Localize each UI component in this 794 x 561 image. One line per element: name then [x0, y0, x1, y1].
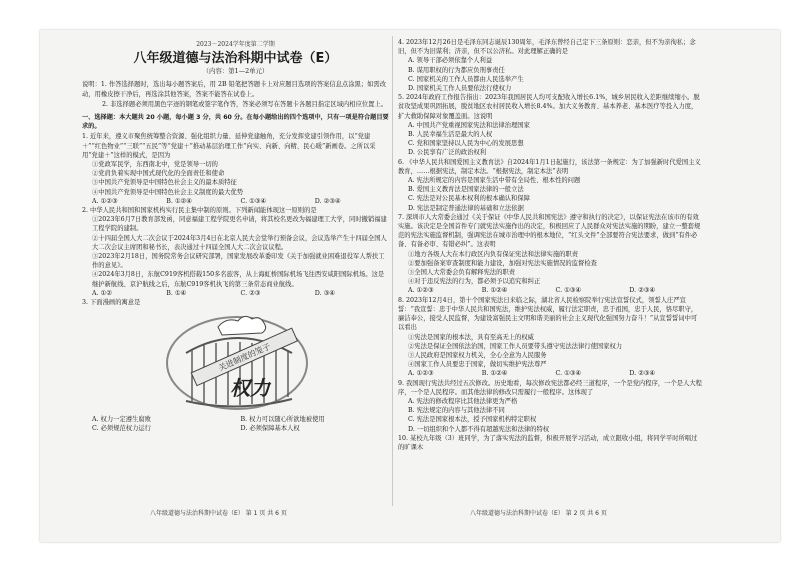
q6-option: A. 宪法所规定的内容是国家生活中带有全局性、根本性的问题: [408, 177, 581, 185]
q2-choice-b: B. ①④: [166, 289, 187, 297]
exam-title: 八年级道德与法治科期中试卷（E）: [133, 51, 338, 67]
q3-choice-c: C. 必须规范权力运行: [92, 425, 151, 433]
cartoon-power-word: 权力: [230, 376, 270, 401]
q2-choices: [92, 289, 389, 298]
question-6-stem: 6. 《中华人民共和国爱国主义教育法》自2024年1月1日起施行，该法第一条规定：为了加强新时代爱国主义教育，……根据宪法，制定本法。“根据宪法，制定本法”表明: [398, 158, 701, 175]
q3-choice-d: D. 必须保障基本人权: [240, 425, 300, 433]
q2-choice-a: A. ①②: [92, 289, 112, 297]
q1-choice-a: A. ①②③: [92, 197, 118, 205]
q8-choice-d: D. ②③④: [629, 370, 656, 378]
q8-option: ①宪法是国家的根本法，具有至高无上的权威: [408, 333, 534, 341]
page-divider: [392, 36, 393, 506]
q5-option: B. 人民幸福生活是最大的人权: [408, 131, 493, 139]
q1-choice-b: B. ①②④: [166, 197, 192, 205]
q7-choices: [408, 286, 703, 295]
q7-option: ②要加强备案审查制度和能力建设，加强对宪法实施情况的监督检查: [408, 259, 597, 267]
instruction-2: 2. 非选择题必须用黑色字迹的钢笔或签字笔作答，答案必须写在答题卡各题目指定区域内相应位置上。: [102, 100, 388, 108]
cartoon-banner-text: 关进制度的笼子: [217, 342, 272, 374]
question-5-stem: 5. 2024年政府工作报告指出：2023年我国居民人均可支配收入增长6.1%，城乡居民收入差距继续缩小。脱贫攻坚成果巩固拓展，脱贫地区农村居民收入增长8.4%。加大义务教育、基本养老、基本医疗等投入力度，扩大救助保障对象覆盖面。这说明: [398, 94, 700, 120]
question-2-stem: 2. 中华人民共和国和国家机构实行民主集中制的原则。下列新闻能体现这一原则的是: [82, 207, 317, 215]
left-page: [82, 38, 389, 503]
section-heading: 一、选择题：本大题共 20 小题，每小题 3 分，共 60 分。在每小题给出的四个选项中，只有一项是符合题目要求的。: [82, 114, 389, 131]
exam-scope: （内容：第1—2单元）: [202, 67, 269, 76]
question-7-stem: 7. 深圳市人大常委会通过《关于保证《中华人民共和国宪法》遵守和执行的决定》，以保证宪法在该市的有效实施。该决定是全国首件专门就宪法实施作出的决定，积极回应了人民群众对宪法实施的期盼，建立一整套规范的宪法实施监督机制，强调宪法在城市治理中的根本地位，“红头文件”全部要符合宪法要求，做到“有件必备、有备必审、有错必纠”。这表明: [398, 213, 701, 249]
q9-option: B. 宪法规定的内容与其他法律不同: [408, 407, 505, 415]
q2-option: ④2024年3月8日，东航C919客机搭载150多名旅客，从上海虹桥国际机场飞往西安咸阳国际机场。这是继护新航线、京沪航线之后，东航C919客机执飞的第三条常态商业航线。: [92, 271, 385, 288]
q7-choice-b: B. ①②④: [481, 287, 508, 295]
q8-option: ④国家工作人员要忠于国家，做切实维护宪法尊严: [408, 361, 547, 369]
q8-choice-b: B. ①②④: [481, 370, 508, 378]
question-4-stem: 4. 2023年12月26日是毛泽东同志诞辰130周年，毛泽东曾经自己定下三条原则：恋亲，但不为亲徇私；念旧，但不为旧谋利；济亲，但不以公济私。对此理解正确的是: [398, 39, 696, 56]
q7-choice-a: A. ①②③: [408, 287, 434, 295]
q1-option: ③中国共产党领导是中国特色社会主义的最本质特征: [92, 179, 237, 187]
q5-option: C. 党和国家坚持以人民为中心的发展思想: [408, 140, 524, 148]
q7-choice-d: D. ②③④: [629, 287, 656, 295]
q5-option: D. 公民享有广泛的政治权利: [408, 149, 487, 157]
q9-option: D. 一切组织和个人都不得有超越宪法和法律的特权: [408, 425, 550, 433]
q3-choice-b: B. 权力可以随心所欲地被使用: [240, 416, 325, 424]
left-page-footer: 八年级道德与法治科期中试卷（E） 第 1 页 共 6 页: [150, 510, 287, 517]
q8-choice-c: C. ①③④: [555, 370, 582, 378]
question-1-stem: 1. 近年来，遵义市聚焦统筹整合资源、强化组织力量、延伸党建触角，充分发挥党建引领作用，以“党建＋”“红色物业”“三联”“五民”等“党建＋”推动基层治理工作“向实、向新、向精、民心暖”新画卷。之所以采用“党建＋”这样的模式，是因为: [82, 133, 376, 159]
q7-option: ④对于违反宪法的行为，都必须予以追究和纠正: [408, 278, 541, 286]
term-label: 2023－2024学年度第二学期: [196, 41, 275, 48]
q3-choices-row2: [92, 424, 389, 433]
q1-option: ②党肩负着实现中国式现代化的全面责任和使命: [92, 170, 225, 178]
instruction-1: 说明：1. 作答选择题时，选出每小题答案后，用 2B 铅笔把答题卡上对应题目选项的答案信息点涂黑；如需改动，用橡皮擦干净后，再选涂其他答案，答案不能答在试卷上。: [82, 81, 387, 98]
q5-option: A. 中国共产党重视国家宪法和法律治理国家: [408, 121, 530, 129]
q1-option: ④中国共产党领导是中国特色社会主义制度的最大优势: [92, 188, 244, 196]
q8-choices: [408, 369, 703, 378]
q1-choice-d: D. ②③④: [314, 197, 341, 205]
q7-option: ③全国人大常委会负有解释宪法的职责: [408, 269, 516, 277]
q8-option: ②宪法是保证全国依法治国，国家工作人员要带头遵守宪法法律行使国家权力: [408, 342, 623, 350]
q1-option: ①党政军民学，东西南北中，党是领导一切的: [92, 161, 218, 169]
q2-choice-d: D. ③④: [314, 289, 335, 297]
right-page: [398, 38, 703, 503]
q6-option: C. 宪法是对公民基本权利的根本确认和保障: [408, 195, 530, 203]
q6-option: B. 爱国主义教育法是国家法律的一般立法: [408, 186, 524, 194]
q2-choice-c: C. ②③: [240, 289, 261, 297]
q8-choice-a: A. ①②③: [408, 370, 434, 378]
q7-choice-c: C. ①③④: [555, 287, 582, 295]
question-9-stem: 9. 我国现行宪法共经过五次修改。历史地看，每次修改宪法都必经三道程序，一个是党内程序，一个是人大程序，一个是人民程序。而其他法律的修改只需履行一般程序。这体现了: [398, 379, 702, 396]
q9-option: C. 宪法是国家根本法，授予国家机构特定职权: [408, 416, 537, 424]
q3-choice-a: A. 权力一定遵生腐败: [92, 416, 151, 424]
q7-option: ①地方各级人大在本行政区内负有保证宪法和法律实施的职责: [408, 250, 579, 258]
q1-choices: [92, 197, 389, 206]
question-3-stem: 3. 下面漫画的寓意是: [82, 299, 141, 307]
cage-cartoon-image: [122, 309, 352, 413]
q8-option: ③人民政府是国家权力机关，全心全意为人民服务: [408, 351, 547, 359]
q4-option: D. 国家机关工作人员要依法行使权力: [408, 85, 512, 93]
q2-option: ③2023年2月18日，国务院常务会议研究部署，国家发展改革委印发《关于加强就业困难退役军人帮扶工作的意见》。: [92, 253, 385, 270]
question-10-stem: 10. 某校九年级（3）班同学，为了落实宪法的监督，积极开展学习活动，成立跟收小组，将同学平时所唱过的旷课木: [398, 434, 698, 451]
question-8-stem: 8. 2023年12月4日，第十个国家宪法日来临之际，湖北省人民检察院举行宪法宣誓仪式，领誓人庄严宣誓：“我宣誓：忠于中华人民共和国宪法，维护宪法权威，履行法定职责，忠于祖国，忠于人民，恪尽职守，廉洁奉公，接受人民监督，为建设富强民主文明和谐美丽的社会主义现代化强国努力奋斗！”从宣誓誓词中可以看出: [398, 296, 698, 332]
q1-choice-c: C. ①③④: [240, 197, 267, 205]
q4-option: C. 国家机关的工作人员都由人民选举产生: [408, 75, 524, 83]
q4-option: A. 领导干部必须依靠个人利益: [408, 57, 493, 65]
q3-choices-row1: [92, 415, 389, 424]
q2-option: ②十四届全国人大二次会议于2024年3月4日在北京人民大会堂举行预备会议，会议选举产生十四届全国人大二次会议主席团和秘书长，表决通过十四届全国人大二次会议议程。: [92, 234, 387, 251]
right-page-footer: 八年级道德与法治科期中试卷（E） 第 2 页 共 6 页: [470, 510, 607, 517]
q4-option: B. 谋用职权的行为都应负刑事责任: [408, 66, 505, 74]
cartoon-illustration: [122, 309, 352, 413]
q6-option: D. 宪法是制定普通法律的基础和立法依据: [408, 204, 524, 212]
q2-option: ①2023年6月7日教育部发函，同意福建工程学院更名申请，将其校名更改为福建理工大学，同时撤销福建工程学院的建制。: [92, 216, 387, 233]
q9-option: A. 宪法的修改程序比其他法律更为严格: [408, 397, 518, 405]
